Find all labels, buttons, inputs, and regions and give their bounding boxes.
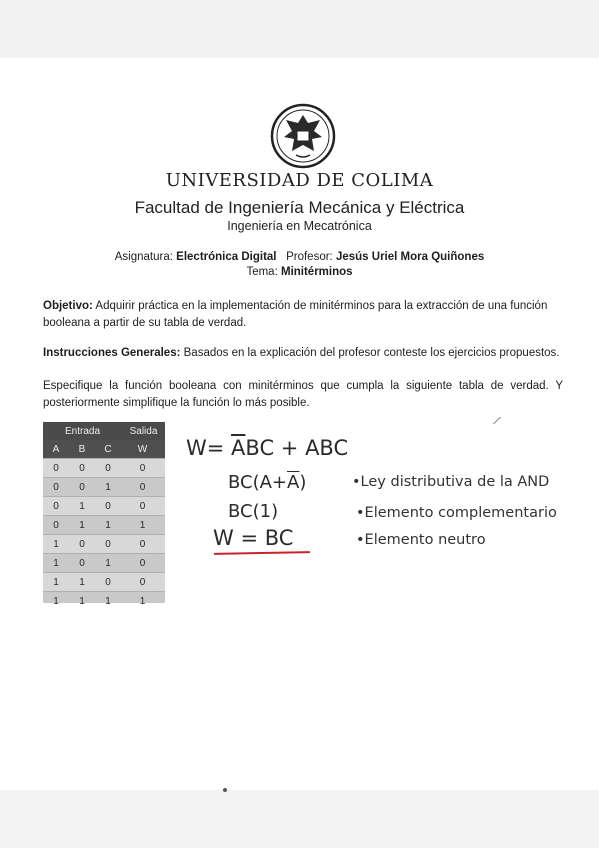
cell-a: 1 xyxy=(53,557,59,569)
handwritten-equation-3: BC(1) xyxy=(228,501,279,522)
cell-a: 1 xyxy=(53,576,59,588)
truth-table-group-header xyxy=(43,422,165,440)
cell-c: 1 xyxy=(105,557,111,569)
cell-w: 0 xyxy=(139,557,146,569)
cell-w: 0 xyxy=(139,481,146,493)
cell-a: 0 xyxy=(53,481,59,493)
exercise-paragraph: Especifique la función booleana con minitérminos que cumpla la siguiente tabla de verdad. Y posteriormente simplifique la función lo más posible. xyxy=(43,380,563,409)
truth-table-column-header xyxy=(43,440,165,458)
objective-text: Adquirir práctica en la implementación de minitérminos para la extracción de una función booleana a partir de su tabla de verdad. xyxy=(43,300,548,329)
cell-b: 0 xyxy=(79,538,85,550)
eq2-post: ) xyxy=(299,472,307,493)
table-row xyxy=(43,572,165,591)
output-group-header: Salida xyxy=(129,425,158,437)
cell-a: 1 xyxy=(53,595,59,607)
table-row xyxy=(43,496,165,515)
instructions-text: Basados en la explicación del profesor conteste los ejercicios propuestos. xyxy=(183,347,560,359)
table-row xyxy=(43,477,165,496)
column-header-b: B xyxy=(78,443,86,455)
table-row xyxy=(43,458,165,477)
result-underline xyxy=(214,551,310,555)
cell-c: 0 xyxy=(105,538,111,550)
cell-c: 1 xyxy=(105,595,111,607)
cell-c: 0 xyxy=(105,500,111,512)
column-header-w: W xyxy=(137,443,148,455)
eq2-pre: BC(A+ xyxy=(228,472,288,493)
cell-b: 1 xyxy=(79,519,85,531)
cell-c: 0 xyxy=(105,576,111,588)
scan-bottom-margin xyxy=(0,790,599,848)
cell-b: 0 xyxy=(79,481,85,493)
topic-value: Minitérminos xyxy=(280,266,353,278)
table-row xyxy=(43,515,165,534)
handwritten-equation-result: W = BC xyxy=(213,526,294,550)
professor-value: Jesús Uriel Mora Quiñones xyxy=(335,251,485,263)
truth-table xyxy=(43,422,165,607)
instructions-label: Instrucciones Generales: xyxy=(43,347,181,359)
eq1-rest: BC + ABC xyxy=(245,436,349,460)
pencil-mark xyxy=(493,417,501,425)
objective-label: Objetivo: xyxy=(43,300,93,312)
cell-b: 0 xyxy=(79,557,85,569)
cell-w: 0 xyxy=(139,500,146,512)
cell-b: 0 xyxy=(79,462,85,474)
handwritten-equation-1 xyxy=(186,436,348,460)
cell-a: 0 xyxy=(53,500,59,512)
table-row xyxy=(43,534,165,553)
program-name: Ingeniería en Mecatrónica xyxy=(227,219,372,233)
objective-paragraph xyxy=(43,298,563,332)
column-header-c: C xyxy=(104,443,112,455)
scan-dot xyxy=(223,788,227,792)
cell-b: 1 xyxy=(79,500,85,512)
university-seal-logo xyxy=(270,103,336,169)
cell-a: 0 xyxy=(53,519,59,531)
column-header-a: A xyxy=(52,443,60,455)
truth-table-body xyxy=(43,458,165,610)
instructions-paragraph xyxy=(43,347,560,359)
topic-line xyxy=(0,266,599,278)
faculty-name: Facultad de Ingeniería Mecánica y Eléctrica xyxy=(134,198,465,217)
cell-a: 0 xyxy=(53,462,59,474)
handwritten-equation-2 xyxy=(228,472,306,493)
eq1-lhs: W= xyxy=(186,436,232,460)
cell-w: 1 xyxy=(139,519,146,531)
scan-top-margin xyxy=(0,0,599,58)
cell-c: 1 xyxy=(105,481,111,493)
subject-label: Asignatura: xyxy=(114,251,173,263)
cell-b: 1 xyxy=(79,576,85,588)
cell-b: 1 xyxy=(79,595,85,607)
handwritten-note-neutral: •Elemento neutro xyxy=(356,532,486,548)
cell-c: 0 xyxy=(105,462,111,474)
cell-w: 0 xyxy=(139,576,146,588)
cell-c: 1 xyxy=(105,519,111,531)
cell-a: 1 xyxy=(53,538,59,550)
eq1-negated-a: $\overline{A}$ xyxy=(231,436,246,460)
subject-value: Electrónica Digital xyxy=(176,251,277,263)
professor-label: Profesor: xyxy=(286,251,333,263)
university-name: UNIVERSIDAD DE COLIMA xyxy=(165,170,434,191)
subject-line xyxy=(0,251,599,263)
topic-label: Tema: xyxy=(246,266,278,278)
input-group-header: Entrada xyxy=(64,425,101,437)
cell-w: 0 xyxy=(139,538,146,550)
table-row xyxy=(43,553,165,572)
cell-w: 0 xyxy=(139,462,146,474)
table-row xyxy=(43,591,165,610)
eq2-negated-a: $\overline{A}$ xyxy=(287,472,300,493)
handwritten-note-complement: •Elemento complementario xyxy=(356,505,557,521)
cell-w: 1 xyxy=(139,595,146,607)
handwritten-note-distributive: •Ley distributiva de la AND xyxy=(352,474,550,490)
